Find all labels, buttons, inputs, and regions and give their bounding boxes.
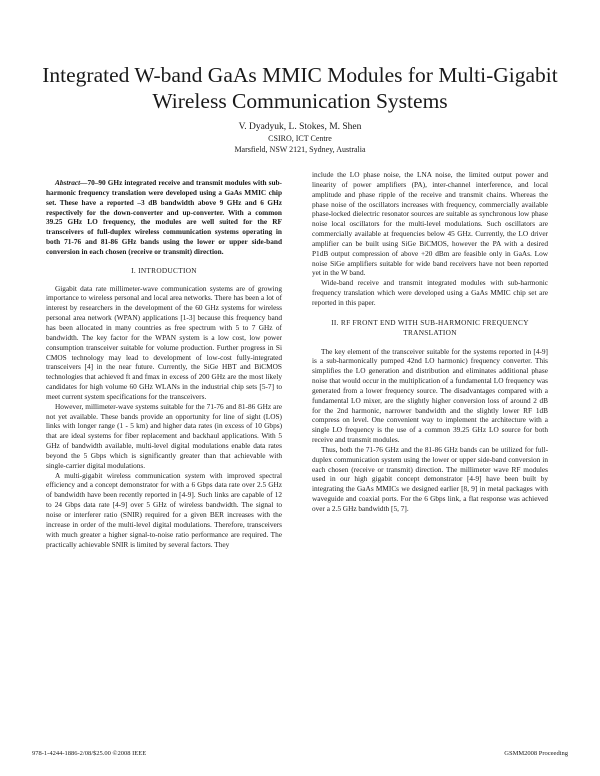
intro-paragraph: A multi-gigabit wireless communication system with improved spectral efficiency and a concept demonstrator for with a 6 Gbps data rate over 2.5 GHz of bandwidth have been recently reported in [4-9]. Such links are capable of 12 to 24 Gbps data rate [4-9] over 5 GHz of wireless bandwidth. The signal to noise or interferer ratio (SNIR) required for a given BER increases with the increase in order of the multi-level digital modulations. Therefore, transceivers with much greater a higher signal-to-noise ratio performance are required. The practically achievable SNIR is limited by several factors. They <box>46 470 282 549</box>
section2-paragraph: Thus, both the 71-76 GHz and the 81-86 GHz bands can be utilized for full-duplex communication system using the lower or upper side-band conversion in each chosen (receive or transmit) direction. The millimeter wave RF modules used in our high gigabit concept demonstrator [4-9] have been built by integrating the GaAs MMICs we designed earlier [8, 9] in metal packages with waveguide and coaxial ports. For the 6 Gbps link, a flat response was achieved over a 2.5 GHz bandwidth [5, 7]. <box>312 444 548 513</box>
left-column <box>46 178 282 549</box>
intro-paragraph: However, millimeter-wave systems suitable for the 71-76 and 81-86 GHz are not yet available. These bands provide an opportunity for line of sight (LOS) links with longer range (1 - 5 km) and higher data rates (in excess of 10 Gbps) that are ideal systems for fiber replacement and backhaul applications. With 5 GHz of bandwidth available, multi-level digital modulations enable data rates beyond the 5 Gbps which is significantly greater than that achievable with single-carrier digital modulations. <box>46 401 282 470</box>
intro-paragraph: Gigabit data rate millimeter-wave communication systems are of growing importance to wireless personal and local area networks. There has been a lot of interest by researchers in the development of the 60 GHz systems for wireless personal area network (WPAN) applications [1-3] because this frequency band has been allocated in many countries as free spectrum with 5 to 7 GHz of bandwidth. The key factor for the WPAN system is a low cost, low power consumption transceiver suitable for volume production. Further progress in Si CMOS technology may lead to development of low-cost fully-integrated transceivers [4] in the near future. Currently, the SiGe HBT and BiCMOS technologies that achieved ft and fmax in excess of 200 GHz are the most likely candidates for high volume 60 GHz WLANs in the industrial chip sets [5-7] to meet current system specifications for the transceivers. <box>46 283 282 401</box>
paper-title: Integrated W-band GaAs MMIC Modules for Multi-Gigabit Wireless Communication Systems <box>42 63 558 113</box>
paper-address: Marsfield, NSW 2121, Sydney, Australia <box>234 145 366 154</box>
abstract-body: 70–90 GHz integrated receive and transmit modules with sub-harmonic frequency translation were developed using a GaAs MMIC chip set. These have a reported –3 dB bandwidth above 9 GHz and 6 GHz respectively for the down-converter and up-converter. With a common 39.25 GHz LO frequency, the modules are well suited for the RF transceivers of full-duplex wireless communication systems operating in both 71-76 and 81-86 GHz bands using the lower or upper side-band conversion in each chosen (receive or transmit) direction. <box>46 178 282 256</box>
footer-proceedings: GSMM2008 Proceeding <box>504 750 568 757</box>
section-heading-rf-front-end: II. RF FRONT END WITH SUB-HARMONIC FREQUENCY TRANSLATION <box>331 317 529 337</box>
section2-paragraph: The key element of the transceiver suitable for the systems reported in [4-9] is a sub-harmonically pumped 42nd LO harmonic) frequency converter. This simplifies the LO generation and distribution and eliminates additional phase noise that would occur in the multiplication of a fundamental LO frequency was generated from a lower frequency source. The disadvantages compared with a fundamental LO mixer, are the slightly higher conversion loss of around 2 dB for the 2nd harmonic, narrower bandwidth and the slightly lower RF 1dB compress on level. One convenient way to implement the architecture with a single LO frequency is the use of a common 39.25 GHz LO source for both receive and transmit modules. <box>312 346 548 445</box>
footer-copyright: 978-1-4244-1886-2/08/$25.00 ©2008 IEEE <box>32 750 147 757</box>
continued-paragraph: include the LO phase noise, the LNA noise, the limited output power and linearity of power amplifiers (PA), inter-channel interference, and local amplitude and phase ripple of the receive and transmit chains. Whereas the phase noise of the oscillators increases with frequency, commercially available phase-locked dielectric resonator sources are suitable as synchronous low phase noise local oscillators for the multi-level modulations. Such oscillators are commercially available at frequencies below 45 GHz. Currently, the LO driver amplifier can be built using SiGe BiCMOS, however the PA with a desired P1dB output compression of above +20 dBm are feasible only in GaAs. Low noise SiGe amplifiers suitable for wide band receivers have not been reported yet in the W band. <box>312 170 548 278</box>
intro-paragraph: Wide-band receive and transmit integrated modules with sub-harmonic frequency translation which were developed using a GaAs MMIC chip set are reported in this paper. <box>312 278 548 307</box>
abstract <box>46 178 282 257</box>
abstract-lead: Abstract— <box>55 178 88 187</box>
right-column <box>312 170 548 514</box>
section-heading-introduction: I. INTRODUCTION <box>131 265 197 275</box>
paper-authors: V. Dyadyuk, L. Stokes, M. Shen <box>238 122 362 132</box>
paper-affiliation: CSIRO, ICT Centre <box>268 134 332 143</box>
